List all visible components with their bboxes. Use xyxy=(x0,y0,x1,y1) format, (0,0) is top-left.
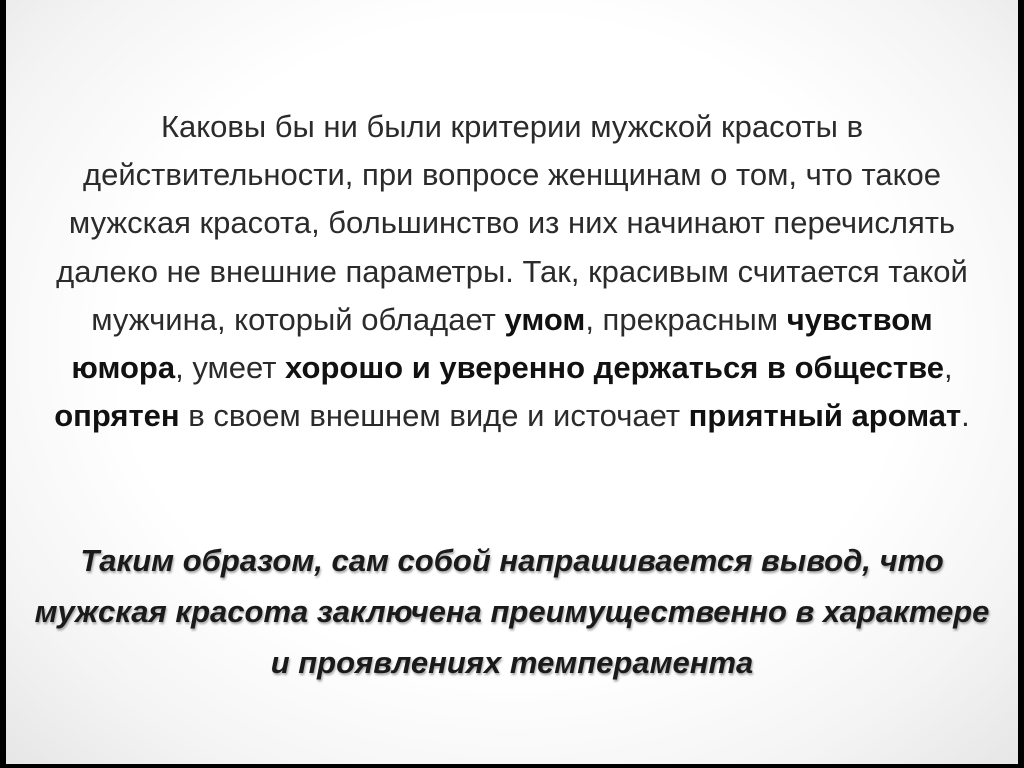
body-paragraph xyxy=(36,103,988,440)
slide xyxy=(6,0,1018,764)
text-run: , прекрасным xyxy=(585,301,787,337)
emphasis-aroma: приятный аромат xyxy=(688,398,962,434)
text-run: . xyxy=(961,398,970,434)
conclusion-text: Таким образом, сам собой напрашивается вывод, что мужская красота заключена преимущественно в характере и проявлениях темперамента xyxy=(34,543,990,680)
emphasis-society: хорошо и уверенно держаться в обществе xyxy=(285,350,944,386)
text-run: в своем внешнем виде и источает xyxy=(179,398,689,434)
text-run: , xyxy=(943,350,953,386)
text-run: Каковы бы ни были критерии мужской красоты в действительности, при вопросе женщинам о том, что такое мужская красота, большинство из них начинают перечислять далеко не внешние параметры. Так, красивым считается такой мужчина, который обладает xyxy=(56,109,968,337)
emphasis-neat: опрятен xyxy=(54,398,180,434)
text-run: , умеет xyxy=(175,350,286,386)
emphasis-humor: чувством юмора xyxy=(71,301,933,386)
emphasis-mind: умом xyxy=(504,301,586,337)
